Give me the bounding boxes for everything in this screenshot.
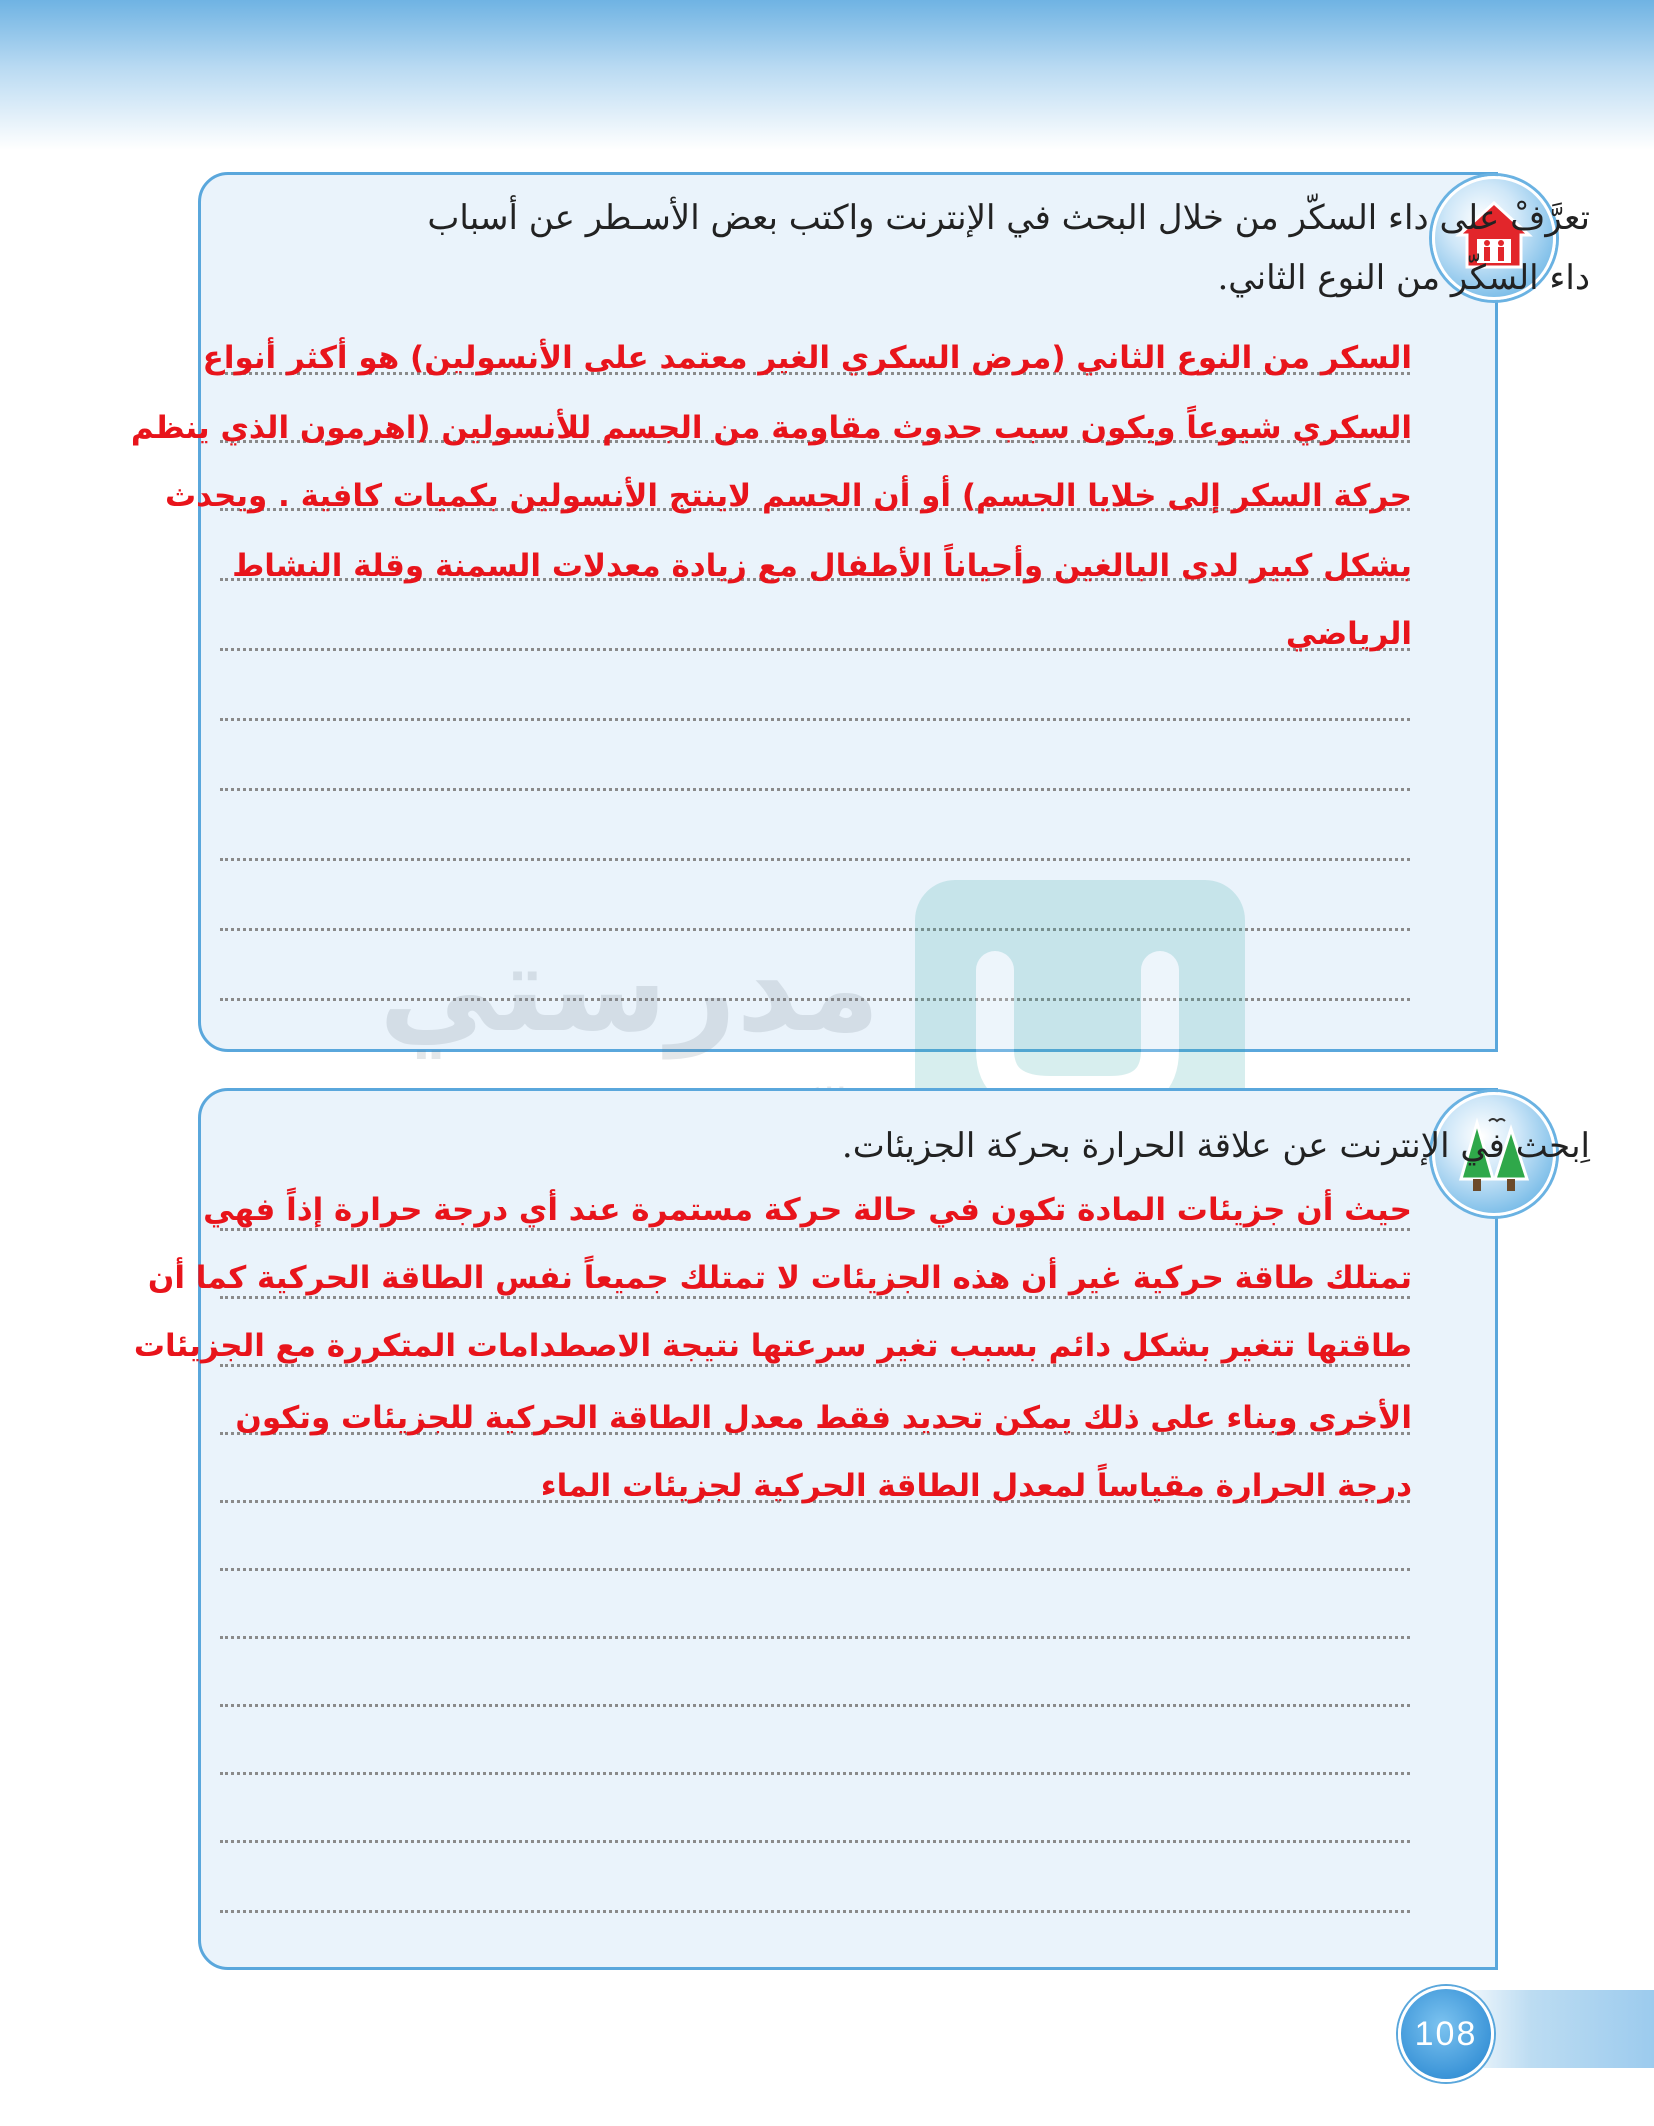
activity-1-answer-line: بشكل كبير لدى البالغين وأحياناً الأطفال مع زيادة معدلات السمنة وقلة النشاط xyxy=(232,548,1412,584)
activity-2-prompt: اِبحث في الإنترنت عن علاقة الحرارة بحركة الجزيئات. xyxy=(841,1126,1590,1166)
answer-line xyxy=(220,718,1410,721)
answer-line xyxy=(220,858,1410,861)
activity-1-answer-line: حركة السكر إلى خلايا الجسم) أو أن الجسم لاينتج الأنسولين بكميات كافية . ويحدث xyxy=(164,478,1412,514)
answer-line xyxy=(220,1840,1410,1843)
activity-1-prompt: تعرَّفْ على داء السكّر من خلال البحث في الإنترنت واكتب بعض الأسـطر عن أسباب داء السكّر من النوع الثاني. xyxy=(427,198,1590,298)
activity-2-answer-line: درجة الحرارة مقياساً لمعدل الطاقة الحركية لجزيئات الماء xyxy=(540,1468,1412,1504)
activity-1-answer-line: السكري شيوعاً ويكون سبب حدوث مقاومة من الجسم للأنسولين (اهرمون الذي ينظم xyxy=(130,410,1412,446)
activity-2-answer-line: الأخرى وبناء على ذلك يمكن تحديد فقط معدل الطاقة الحركية للجزيئات وتكون xyxy=(235,1400,1412,1436)
answer-line xyxy=(220,1568,1410,1571)
activity-2-answer-line: تمتلك طاقة حركية غير أن هذه الجزيئات لا تمتلك جميعاً نفس الطاقة الحركية كما أن xyxy=(147,1260,1412,1296)
watermark-name: مدرستي xyxy=(378,920,880,1059)
answer-line xyxy=(220,788,1410,791)
top-gradient-band xyxy=(0,0,1654,150)
activity-1-answer-line: السكر من النوع الثاني (مرض السكري الغير معتمد على الأنسولين) هو أكثر أنواع xyxy=(202,340,1412,376)
answer-line xyxy=(220,648,1410,651)
answer-line xyxy=(220,1636,1410,1639)
answer-line xyxy=(220,1704,1410,1707)
answer-line xyxy=(220,1910,1410,1913)
activity-1-answer-line: الرياضي xyxy=(1285,616,1412,652)
page-number: 108 xyxy=(1398,1986,1494,2082)
activity-2-answer-line: حيث أن جزيئات المادة تكون في حالة حركة مستمرة عند أي درجة حرارة إذاً فهي xyxy=(203,1192,1412,1228)
answer-line xyxy=(220,1772,1410,1775)
activity-2-answer-line: طاقتها تتغير بشكل دائم بسبب تغير سرعتها نتيجة الاصطدامات المتكررة مع الجزيئات xyxy=(133,1328,1412,1364)
